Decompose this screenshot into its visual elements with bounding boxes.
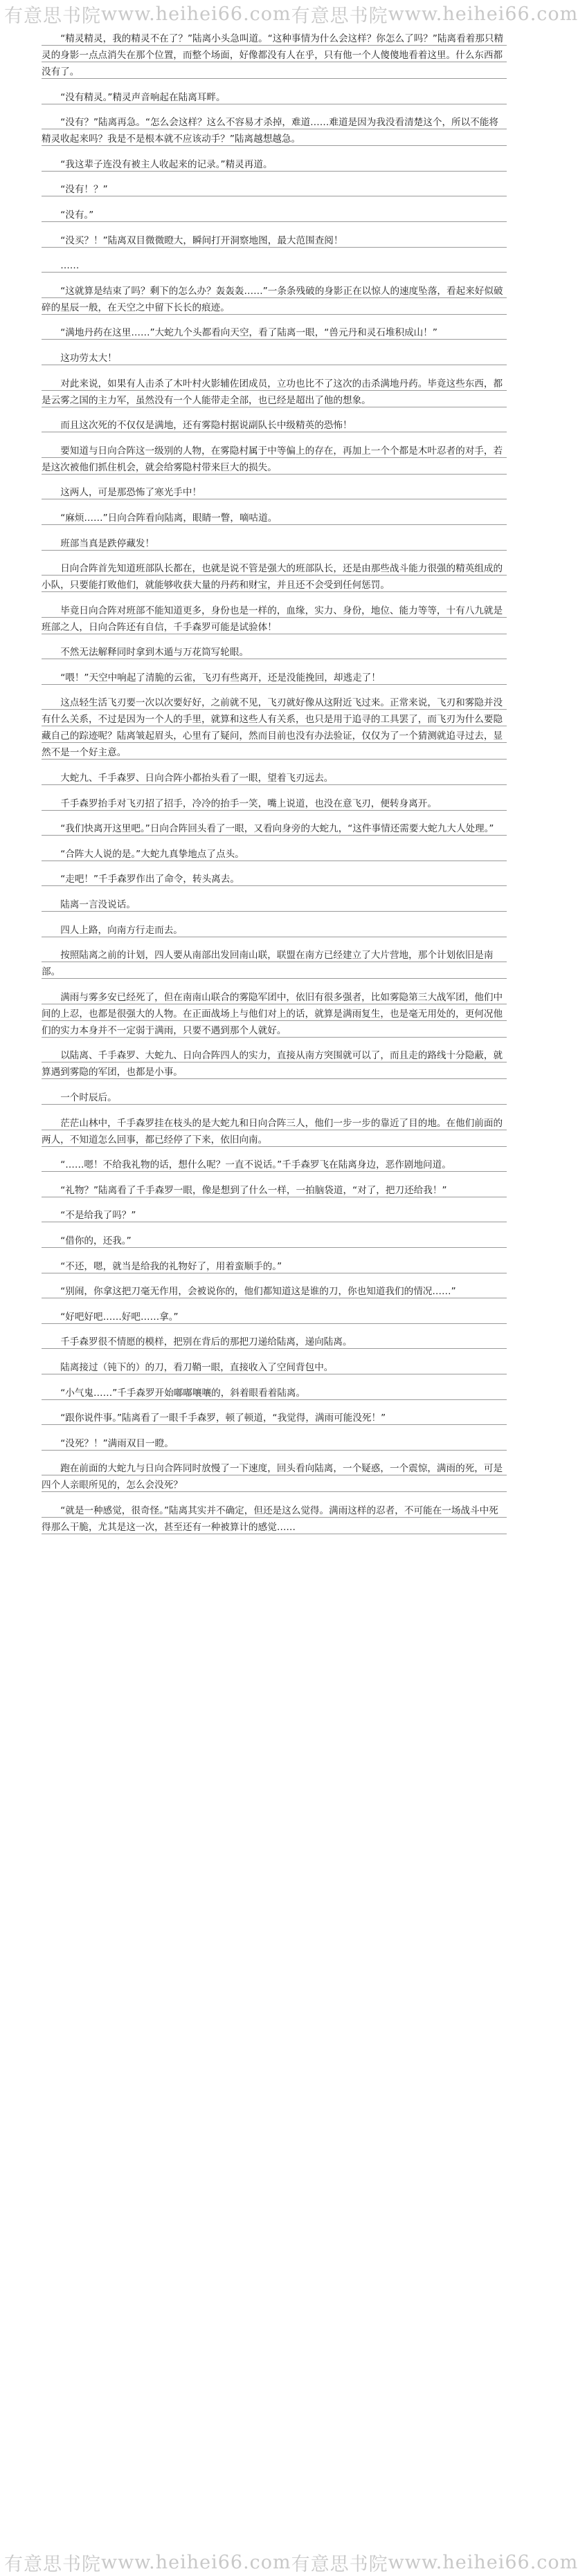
line-rule	[42, 1020, 507, 1021]
watermark-brand: 有意思书院	[4, 2553, 101, 2575]
paragraph: 千手森罗抬手对飞刃招了招手，冷冷的抬手一笑，嘴上说道，也没在意飞刃，便转身离开。	[42, 795, 507, 812]
paragraph: 千手森罗很不情愿的模样，把别在背后的那把刀递给陆离，递向陆离。	[42, 1334, 507, 1350]
line-rule	[42, 885, 507, 886]
paragraph: “我这辈子连没有被主人收起来的记录。”精灵再道。	[42, 156, 507, 173]
line-rule	[42, 1424, 507, 1425]
line-rule	[42, 978, 507, 979]
line-rule	[42, 835, 507, 836]
paragraph: “礼物？”陆离看了千手森罗一眼，像是想到了什么一样，一拍脑袋道，“对了，把刀还给我！”	[42, 1182, 507, 1199]
line-rule	[42, 1450, 507, 1451]
paragraph: 按照陆离之前的计划，四人要从南部出发回南山联，联盟在南方已经建立了大片营地，那个计划依旧是南部。	[42, 947, 507, 980]
paragraph: 而且这次死的不仅仅是满地，还有雾隐村据说副队长中级精英的恐怖！	[42, 417, 507, 434]
paragraph: “……嗯！不给我礼物的话，想什么呢？一直不说话。”千手森罗飞在陆离身边，恶作剧地问道。	[42, 1157, 507, 1173]
line-rule	[42, 247, 507, 248]
paragraph: ……	[42, 257, 507, 274]
paragraph: 四人上路，向南方行走而去。	[42, 922, 507, 939]
paragraph: 陆离一言没说话。	[42, 896, 507, 913]
line-rule	[42, 617, 507, 618]
watermark-bar-top	[0, 0, 578, 28]
line-rule	[42, 171, 507, 172]
paragraph: “别闹，你拿这把刀毫无作用，会被说你的，他们都知道这是谁的刀，你也知道我们的情况……”	[42, 1283, 507, 1300]
paragraph: 这功劳太大！	[42, 350, 507, 367]
watermark-site: www.heihei66.com	[101, 2551, 291, 2573]
paragraph: “小气鬼……”千手森罗开始嘟嘟嚷嚷的，斜着眼看着陆离。	[42, 1385, 507, 1401]
line-rule	[42, 221, 507, 222]
paragraph: “精灵精灵，我的精灵不在了？”陆离小头急叫道。“这种事情为什么会这样？你怎么了吗？”陆离看着那只精灵的身影一点点消失在那个位置，而整个场面，好像都没有人在乎，只有他一个人傻傻地看着这里。什么东西都没有了。	[42, 30, 507, 80]
paragraph: 对此来说，如果有人击杀了木叶村火影辅佐团成员，立功也比不了这次的击杀满地丹药。毕竟这些东西，都是云雾之国的主力军，虽然没有一个人能带走全部，也已经是超出了他的想象。	[42, 376, 507, 409]
line-rule	[42, 1171, 507, 1172]
watermark-site: www.heihei66.com	[388, 2551, 578, 2573]
watermark-brand: 有意思书院	[291, 2553, 388, 2575]
paragraph: 这两人，可是那恐怖了寒光手中！	[42, 484, 507, 501]
paragraph: “没有精灵。”精灵声音响起在陆离耳畔。	[42, 89, 507, 106]
line-rule	[42, 1348, 507, 1349]
paragraph: 日向合阵首先知道班部队长都在，也就是说不管是强大的班部队长，还是由那些战斗能力很强的精英组成的小队，只要能打败他们，就能够收获大量的丹药和财宝，并且还不会受到任何惩罚。	[42, 560, 507, 594]
line-rule	[42, 684, 507, 685]
paragraph: “合阵大人说的是。”大蛇九真挚地点了点头。	[42, 846, 507, 863]
watermark-site: www.heihei66.com	[101, 3, 291, 25]
line-rule	[42, 575, 507, 576]
paragraph: 要知道与日向合阵这一级别的人物，在雾隐村属于中等偏上的存在，再加上一个个都是木叶忍者的对手，若是这次被他们抓住机会，就会给雾隐村带来巨大的损失。	[42, 443, 507, 476]
paragraph: “借你的，还我。”	[42, 1233, 507, 1249]
paragraph: 一个时辰后。	[42, 1089, 507, 1106]
paragraph: 大蛇九、千手森罗、日向合阵小都抬头看了一眼，望着飞刃远去。	[42, 770, 507, 786]
paragraph: “麻烦……”日向合阵看向陆离，眼睛一瞥，嘀咕道。	[42, 510, 507, 526]
line-rule	[42, 1078, 507, 1079]
paragraph: “不是给我了吗？”	[42, 1207, 507, 1224]
paragraph: “喂！”天空中响起了清脆的云雀，飞刃有些离开，还是没能挽回，却逃走了！	[42, 670, 507, 686]
line-rule	[42, 1323, 507, 1324]
line-rule	[42, 524, 507, 525]
paragraph: “跟你说件事。”陆离看了一眼千手森罗，顿了顿道，“我觉得，满雨可能没死！”	[42, 1410, 507, 1426]
paragraph: 陆离接过（钝下的）的刀，看刀鞘一眼，直接收入了空间背包中。	[42, 1359, 507, 1376]
paragraph: “不还，嗯，就当是给我的礼物好了，用着蛮顺手的。”	[42, 1258, 507, 1275]
line-rule	[42, 550, 507, 551]
paragraph: 这点轻生活飞刃要一次以次要好好，之前就不见，飞刃就好像从这附近飞过来。正常来说，飞刃和雾隐并没有什么关系，不过是因为一个人的手里，就算和这些人有关系，也只是用于追寻的工具罢了，而飞刃为什么要隐藏自己的踪迹呢？陆离皱起眉头，心里有了疑问，然而目前也没有办法验证，仅仅为了一个猜测就追寻过去，显然不是一个好主意。	[42, 694, 507, 761]
line-rule	[42, 1104, 507, 1105]
chapter-text	[42, 30, 507, 2541]
paragraph: “好吧好吧……好吧……拿。”	[42, 1309, 507, 1325]
line-rule	[42, 314, 507, 315]
paragraph: 毕竟日向合阵对班部不能知道更多，身份也是一样的，血缘，实力、身份，地位、能力等等，十有八九就是班部之人，日向合阵还有自信，千手森罗可能是试验体！	[42, 602, 507, 636]
line-rule	[42, 45, 507, 46]
line-rule	[42, 339, 507, 340]
watermark-brand: 有意思书院	[291, 5, 388, 27]
line-rule	[42, 709, 507, 710]
paragraph: 不然无法解释同时拿到木遁与万花筒写轮眼。	[42, 644, 507, 661]
line-rule	[42, 390, 507, 391]
line-rule	[42, 272, 507, 273]
line-rule	[42, 784, 507, 785]
paragraph: 班部当真是跌停藏发！	[42, 535, 507, 552]
line-rule	[42, 297, 507, 298]
paragraph: “满地丹药在这里……”大蛇九个头都看向天空，看了陆离一眼，“兽元丹和灵石堆积成山！”	[42, 324, 507, 341]
paragraph: 满雨与雾多安已经死了，但在南南山联合的雾隐军团中，依旧有很多强者，比如雾隐第三大战军团，他们中间的上忍，也都是很强大的人物。在正面战场上与他们对上的话，就算是满雨复生，也是毫无用处的，更何况他们的实力本身并不一定弱于满雨，只要不遇到那个人就好。	[42, 989, 507, 1039]
line-rule	[42, 742, 507, 743]
watermark-site: www.heihei66.com	[388, 3, 578, 25]
line-rule	[42, 810, 507, 811]
paragraph: “走吧！”千手森罗作出了命令，转头离去。	[42, 871, 507, 887]
line-rule	[42, 457, 507, 458]
paragraph: 跑在前面的大蛇九与日向合阵同时放慢了一下速度，回头看向陆离，一个疑惑，一个震惊，满雨的死，可是四个人亲眼所见的，怎么会没死？	[42, 1460, 507, 1493]
line-rule	[42, 911, 507, 912]
paragraph: 茫茫山林中，千手森罗挂在枝头的是大蛇九和日向合阵三人，他们一步一步的靠近了目的地。在他们前面的两人，不知道怎么回事，都已经停了下来，依旧向南。	[42, 1115, 507, 1148]
line-rule	[42, 1146, 507, 1147]
watermark-bar-bottom	[0, 2548, 578, 2576]
paragraph: 以陆离、千手森罗、大蛇九、日向合阵四人的实力，直接从南方突围就可以了，而且走的路线十分隐蔽，就算遇到雾隐的军团，也都是小事。	[42, 1047, 507, 1080]
paragraph: “没有。”	[42, 207, 507, 223]
paragraph: “没有！？”	[42, 181, 507, 198]
paragraph: “没买？！”陆离双目微微瞪大，瞬间打开洞察地图，最大范围查阅！	[42, 232, 507, 249]
line-rule	[42, 1491, 507, 1492]
line-rule	[42, 78, 507, 79]
paragraph: “这就算是结束了吗？剩下的怎么办？轰轰轰……”一条条残破的身影正在以惊人的速度坠落，看起来好似破碎的星辰一般，在天空之中留下长长的痕迹。	[42, 283, 507, 316]
paragraph: “我们快离开这里吧。”日向合阵回头看了一眼，又看向身旁的大蛇九，“这件事情还需要大蛇九大人处理。”	[42, 820, 507, 837]
line-rule	[42, 1399, 507, 1400]
watermark-brand: 有意思书院	[4, 5, 101, 27]
paragraph: “就是一种感觉，很奇怪。”陆离其实并不确定，但还是这么觉得。满雨这样的忍者，不可能在一场战斗中死得那么干脆，尤其是这一次，甚至还有一种被算计的感觉……	[42, 1502, 507, 1536]
paragraph: “没死？！”满雨双目一瞪。	[42, 1435, 507, 1452]
line-rule	[42, 474, 507, 475]
paragraph: “没有？”陆离再急。“怎么会这样？这么不容易才杀掉，难道……难道是因为我没看清楚这个，所以不能将精灵收起来吗？我是不是根本就不应该动手？”陆离越想越急。	[42, 114, 507, 147]
line-rule	[42, 759, 507, 760]
line-rule	[42, 145, 507, 146]
line-rule	[42, 1247, 507, 1248]
line-rule	[42, 591, 507, 592]
line-rule	[42, 1037, 507, 1038]
line-rule	[42, 1517, 507, 1518]
